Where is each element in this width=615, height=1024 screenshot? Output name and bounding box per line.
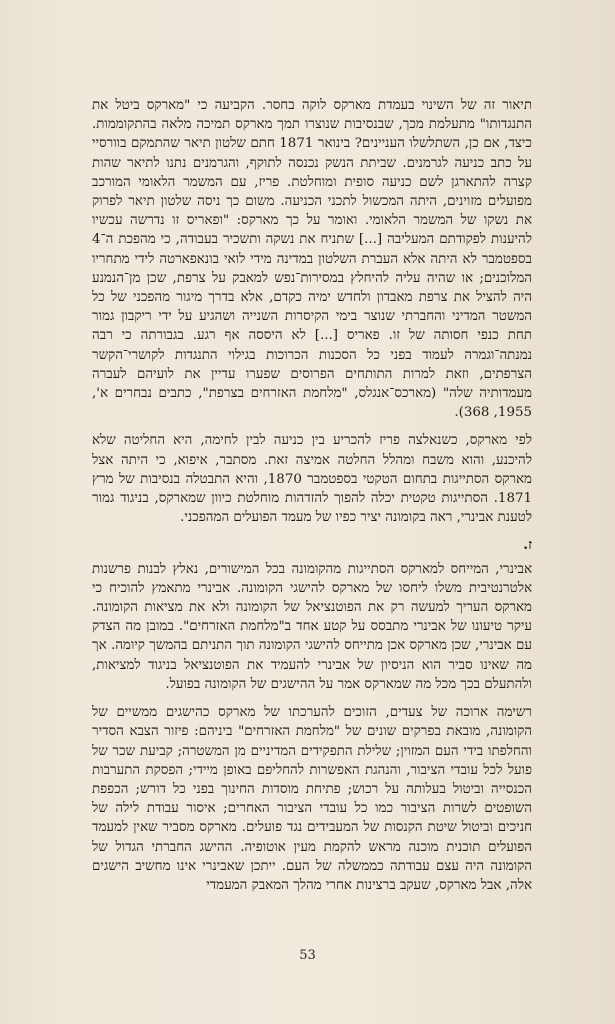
paragraph-3: אבינרי, המייחס למארקס הסתייגות מהקומונה בכל המישורים, נאלץ לבנות פרשנות אלטרנטיבית משלו ליחסו של מארקס להישגי הקומונה. אבינרי מתאמץ להוכיח כי מארקס העריך למעשה רק את הפוטנציאל של הקומונה ולא את מציאות הקומונה. עיקר טיעונו של אבינרי מתבסס על קטע אחד ב"מלחמת האזרחים". במובן מה הצדק עם אבינרי, שכן מארקס אכן מתייחס להישגי הקומונה תוך התניתם בהמשך קיומה. אך מה שאינו סביר הוא הניסיון של אבינרי להעמיד את הפוטנציאל בניגוד למציאות, ולהתעלם בכך מכל מה שמארקס אמר על ההישגים של הקומונה בפועל. [92,561,532,692]
paragraph-4: רשימה ארוכה של צעדים, הזוכים להערכתו של מארקס כהישגים ממשיים של הקומונה, מובאת בפרקים שונים של "מלחמת האזרחים" ביניהם: פיזור הצבא הסדיר והחלפתו בידי העם המזוין; שלילת התפקידים המדיניים מן המשטרה; קביעת שכר של פועל לכל עובדי הציבור, והנהגת האפשרות להחליפם באופן מיידי; הפסקת התערבות הכנסייה וביטול בעלותה על רכוש; פתיחת מוסדות החינוך בפני כל דורש; הכפפת השופטים לשרות הציבור כמו כל עובדי הציבור האחרים; איסור עבודת לילה של חניכים וביטול שיטת הקנסות של המעבידים נגד פועלים. מארקס מסביר שאין למעמד הפועלים תוכנית מוכנה מראש להקמת מעין אוטופיה. ההישג החברתי הגדול של הקומונה היה עצם עבודתה כממשלה של העם. ייתכן שאבינרי אינו מחשיב הישגים אלה, אבל מארקס, שעקב ברצינות אחרי מהלך המאבק המעמדי [92,705,532,893]
paragraph-2: לפי מארקס, כשנאלצה פריז להכריע בין כניעה לבין לחימה, היא החליטה שלא להיכנע, והוא משבח ומהלל החלטה אמיצה זאת. מסתבר, איפוא, כי היתה אצל מארקס הסתייגות בתחום הטקטי בספטמבר 1870, והיא התבטלה בנסיבות של מרץ 1871. הסתייגות טקטית יכלה להפוך להזדהות מוחלטת כיוון שמארקס, בניגוד גמור לטענת אבינרי, ראה בקומונה יציר כפיו של מעמד הפועלים המהפכני. [92,433,532,526]
paragraph-1: תיאור זה של השינוי בעמדת מארקס לוקה בחסר. הקביעה כי "מארקס ביטל את התנגדותו" מתעלמת מכך, שבנסיבות שנוצרו תמך מארקס תמיכה מלאה בהתקוממות. כיצד, אם כן, השתלשלו העניינים? בינואר 1871 חתם שלטון תיאר שהתמקם בוורסיי על כתב כניעה לגרמנים. שביתת הנשק נכנסה לתוקף, והגרמנים נתנו לתיאר שהות קצרה להתארגן לשם כניעה סופית ומוחלטת. פריז, עם המשמר הלאומי המורכב מפועלים מזוינים, היתה המכשול לתכני הכניעה. משום כך ניסה שלטון תיאר לפרוק את נשקו של המשמר הלאומי. ואומר על כך מארקס: "ופאריס זו נדרשה עכשיו להיענות לפקודתם המעליבה [...] שתניח את נשקה ותשכיר בעבודה, כי מהפכת ה־4 בספטמבר לא היתה אלא העברת השלטון במדינה מידי לואי בונאפארטה לידי מתחריו המלוכנים; או שהיה עליה להיחלץ במסירות־נפש למאבק על צרפת, שכן מן־הנמנע היה להציל את צרפת מאבדון ולחדש ימיה כקדם, אלא בדרך מיגור מהפכני של כל המשטר המדיני והחברתי שנוצר בימי הקיסרות השנייה ושהגיע על ידי ריקבון גמור תחת כנפי חסותה של זו. פאריס [...] לא היססה אף רגע. בגבורתה כי רבה נמנתה־וגמרה לעמוד בפני כל הסכנות הכרוכות בגילוי התנגדות לקושרי־הקשר הצרפתים, וזאת למרות התותחים הפרוסים שפערו עדיין את לועיהם לעברה מעמדותיה שלה" (מארכס־אנגלס, "מלחמת האזרחים בצרפת", כתבים נבחרים א', 1955, 368). [92,98,532,421]
section-heading: ז. [523,537,532,554]
body-text [92,96,532,904]
page-number: 53 [299,948,316,963]
